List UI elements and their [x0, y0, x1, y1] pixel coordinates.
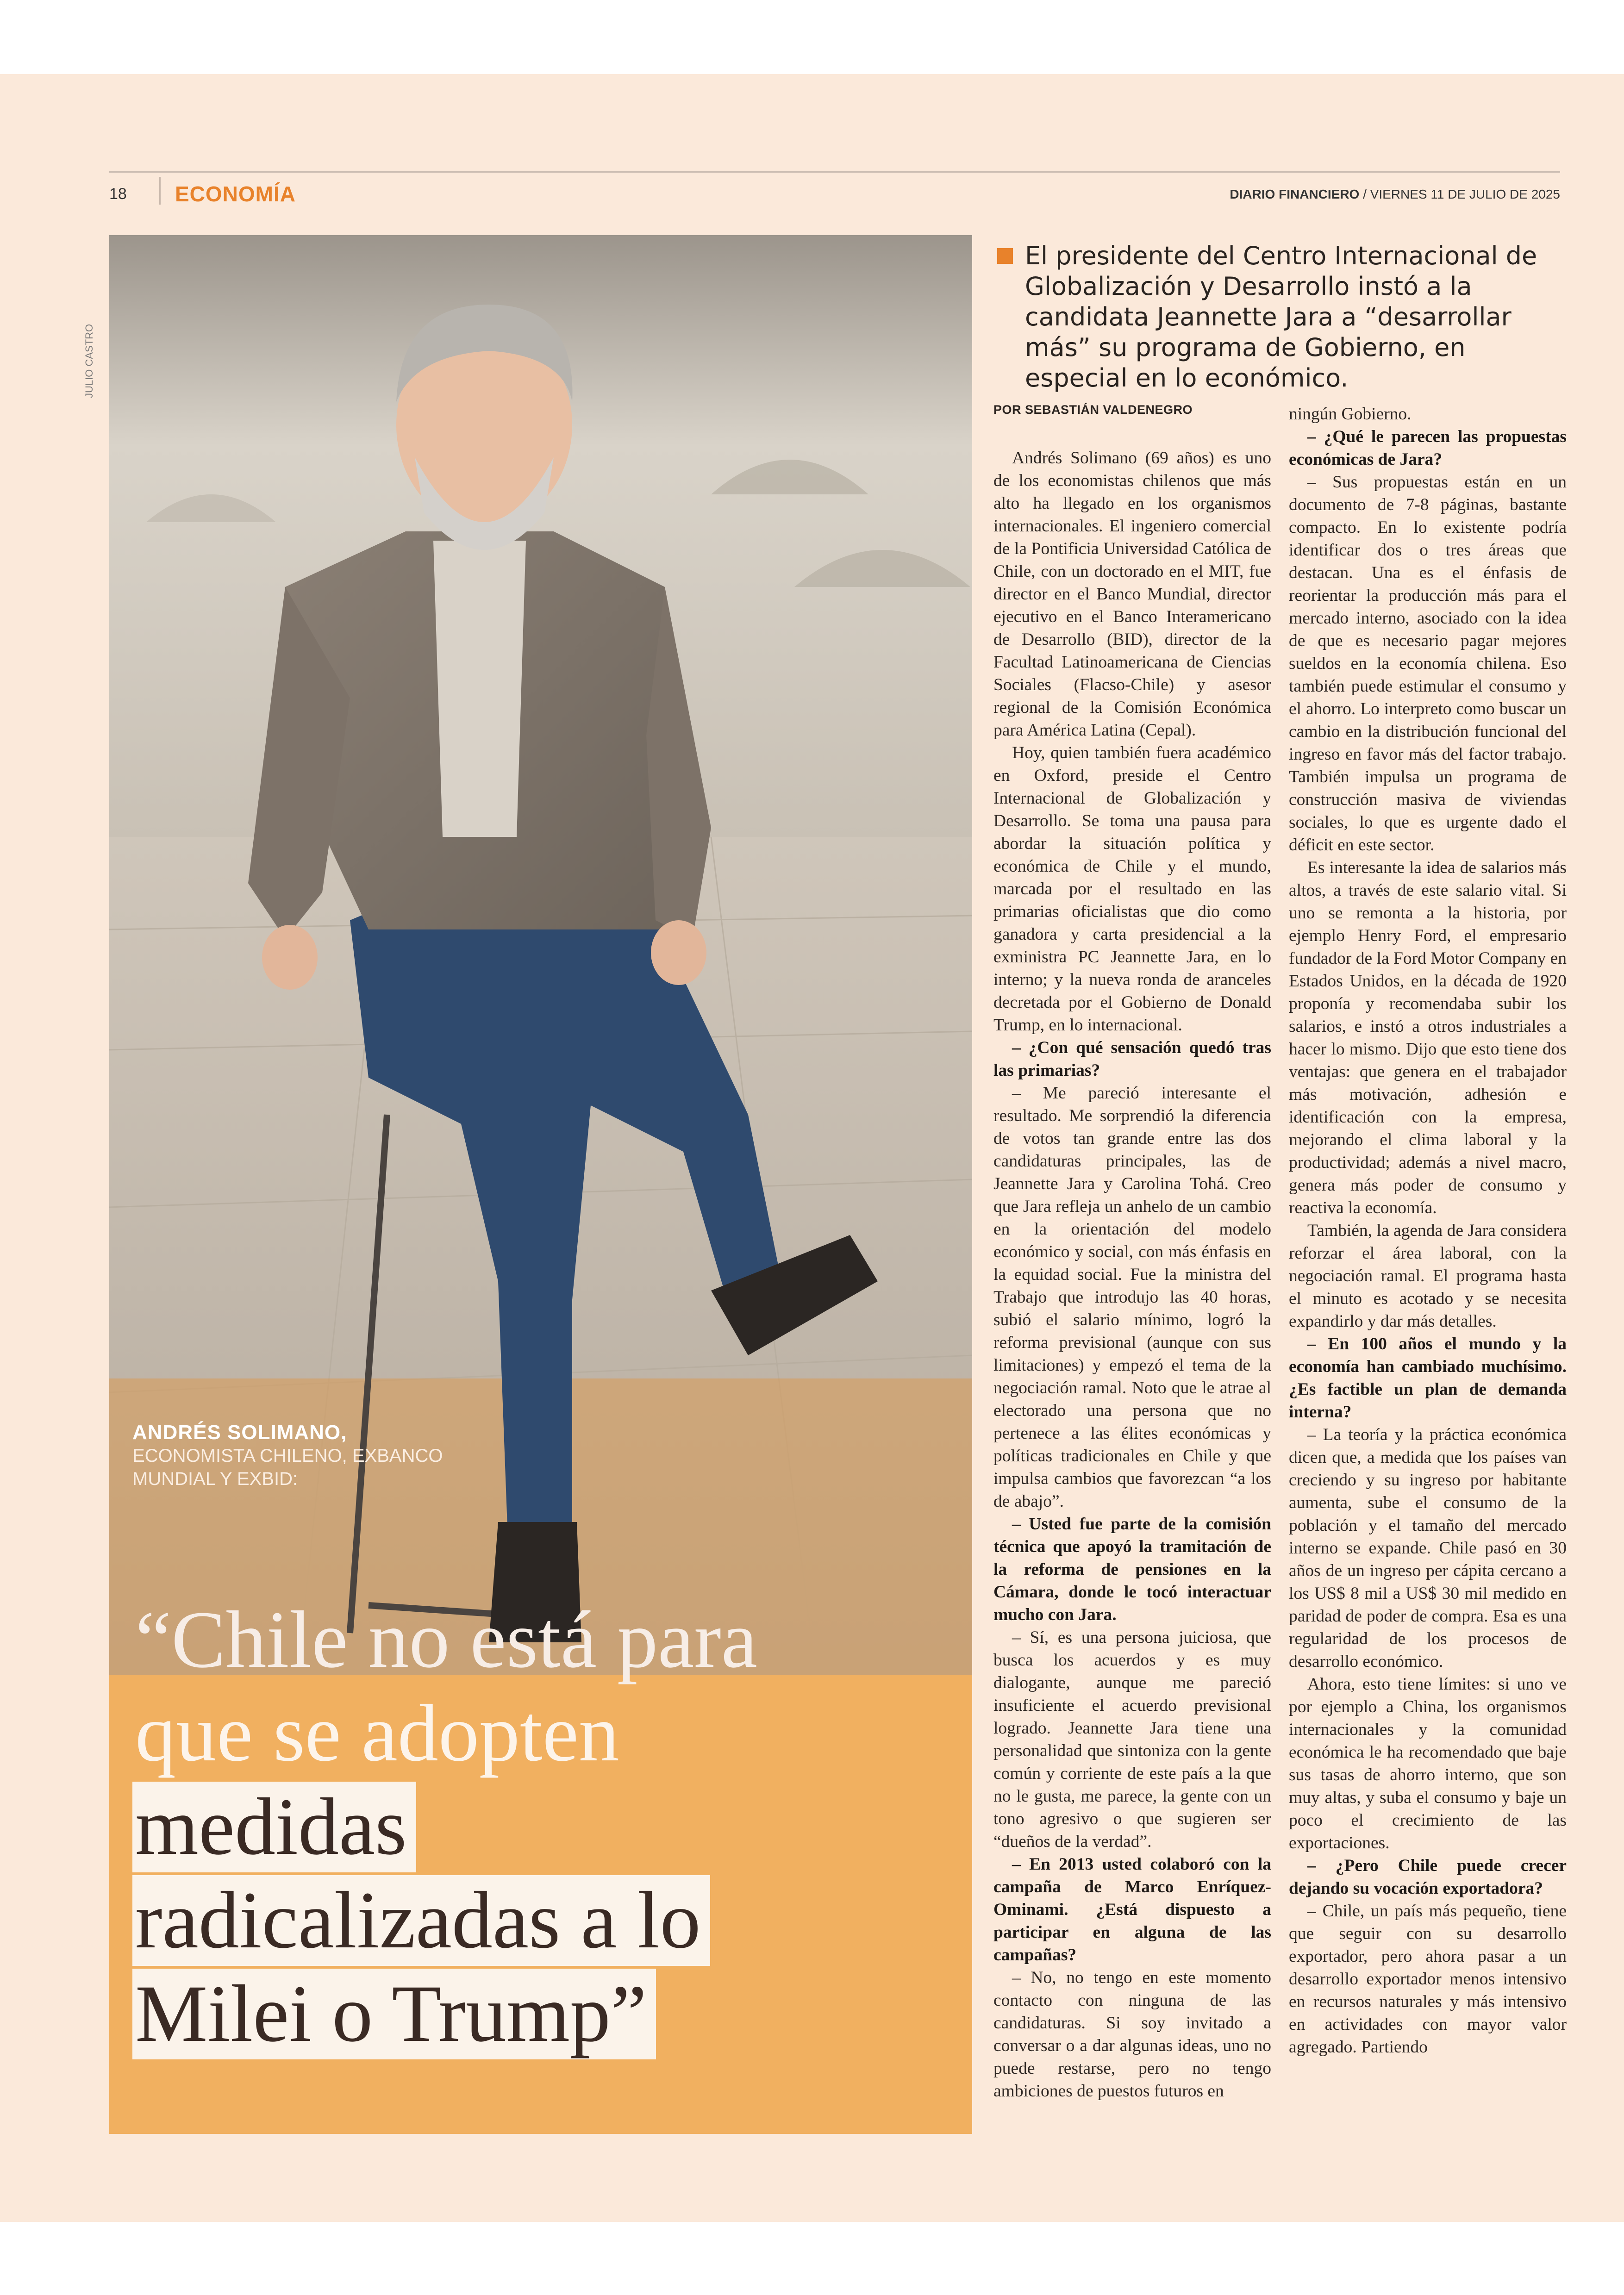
paragraph: – La teoría y la práctica económica dicen que, a medida que los países van creciendo y su ingreso por habitante aumenta, sube el consumo de la población y el tamaño del mercado interno se expande. Chile pasó en 30 años de un ingreso per cápita cercano a los US$ 8 mil a US$ 30 mil medido en paridad de poder de compra. Esa es una regularidad de los procesos de desarrollo económico. [1289, 1425, 1567, 1671]
paragraph: – Me pareció interesante el resultado. Me sorprendió la diferencia de votos tan grande entre las dos candidaturas principales, las de Jeannette Jara y Carolina Tohá. Creo que Jara refleja un anhelo de un cambio en la orientación del modelo económico y social, con más énfasis en la equidad social. Fue la ministra del Trabajo que introdujo las 40 horas, subió el salario mínimo, logró la reforma previsional (aunque con sus limitaciones) y empezó el tema de la negociación ramal. Noto que le atrae al electorado una persona que no pertenece a las élites económicas y políticas tradicionales en Chile y que impulsa cambios que favorezcan “a los de abajo”. [993, 1084, 1271, 1511]
headline-line2: que se adopten [135, 1688, 619, 1778]
headline-quote [132, 1595, 966, 2062]
newspaper-page [0, 74, 1624, 2222]
paragraph: Andrés Solimano (69 años) es uno de los economistas chilenos que más alto ha llegado en los organismos internacionales. El ingeniero comercial de la Pontificia Universidad Católica de Chile, con un doctorado en el MIT, fue director en el Banco Mundial, director ejecutivo en el Banco Interamericano de Desarrollo (BID), director de la Facultad Latinoamericana de Ciencias Sociales (Flacso-Chile) y asesor regional de la Comisión Económica para América Latina (Cepal). [993, 449, 1271, 740]
paragraph: También, la agenda de Jara considera reforzar el área laboral, con la negociación ramal. El programa hasta el minuto es acotado y se necesita expandirlo y dar más detalles. [1289, 1221, 1567, 1331]
interview-question: – En 2013 usted colaboró con la campaña de Marco Enríquez-Ominami. ¿Está dispuesto a participar en alguna de las campañas? [993, 1855, 1271, 1964]
masthead [1230, 187, 1560, 202]
interview-question: – Usted fue parte de la comisión técnica que apoyó la tramitación de la reforma de pensiones en la Cámara, donde le tocó interactuar mucho con Jara. [993, 1515, 1271, 1624]
paragraph: – Sus propuestas están en un documento de 7-8 páginas, bastante compacto. En lo existente podría identificar dos o tres áreas que destacan. Una es el énfasis de reorientar la producción más para el mercado interno, asociado con la idea de que es necesario pagar mejores sueldos en la economía chilena. Eso también puede estimular el consumo y el ahorro. Lo interpreto como buscar un cambio en la distribución funcional del ingreso en favor más del factor trabajo. También impulsa un programa de construcción masiva de viviendas sociales, lo que es urgente dado el déficit en este sector. [1289, 473, 1567, 854]
header-rule [109, 171, 1560, 173]
caption-role-line2: MUNDIAL Y EXBID: [132, 1469, 298, 1489]
paragraph: – Chile, un país más pequeño, tiene que seguir con su desarrollo exportador, pero ahora pasar a un desarrollo exportador menos intensivo en recursos naturales y más intensivo en actividades con mayor valor agregado. Partiendo [1289, 1902, 1567, 2057]
interview-question: – ¿Pero Chile puede crecer dejando su vocación exportadora? [1289, 1856, 1567, 1898]
article-column-1 [993, 447, 1271, 2102]
paragraph: Hoy, quien también fuera académico en Oxford, preside el Centro Internacional de Globalización y Desarrollo. Se toma una pausa para abordar la situación política y económica de Chile y el mundo, marcada por el resultado en las primarias oficialistas que dio como ganadora y carta presidencial a la exministra PC Jeannette Jara, en lo interno; y la nueva ronda de aranceles decretada por el Gobierno de Donald Trump, en lo internacional. [993, 743, 1271, 1035]
section-label: ECONOMÍA [175, 182, 296, 206]
page-number: 18 [109, 185, 127, 203]
interview-question: – ¿Con qué sensación quedó tras las primarias? [993, 1038, 1271, 1080]
photo-credit: JULIO CASTRO [83, 324, 95, 398]
paragraph: ningún Gobierno. [1289, 405, 1412, 424]
interview-question: – En 100 años el mundo y la economía han cambiado muchísimo. ¿Es factible un plan de demanda interna? [1289, 1335, 1567, 1422]
paragraph: Es interesante la idea de salarios más altos, a través de este salario vital. Si uno se remonta a la historia, por ejemplo Henry Ford, el empresario fundador de la Ford Motor Company en Estados Unidos, en la década de 1920 proponía y recomendaba subir los salarios, e instó a otros industriales a hacer lo mismo. Dijo que esto tiene dos ventajas: que genera en el trabajador más motivación, adhesión e identificación con la empresa, mejorando el clima laboral y la productividad; además a nivel macro, genera más poder de consumo y reactiva la economía. [1289, 858, 1567, 1217]
masthead-name: DIARIO FINANCIERO [1230, 187, 1360, 201]
deck-bullet [997, 248, 1013, 264]
interview-question: – ¿Qué le parecen las propuestas económicas de Jara? [1289, 427, 1567, 469]
masthead-date: / VIERNES 11 DE JULIO DE 2025 [1359, 187, 1560, 201]
paragraph: – Sí, es una persona juiciosa, que busca los acuerdos y es muy dialogante, aunque me pareció insuficiente el acuerdo previsional logrado. Jeannette Jara tiene una personalidad que sintoniza con la gente común y corriente de este país a la que no le gusta, me parece, la gente con un tono agresivo o que sugieren ser “dueños de la verdad”. [993, 1628, 1271, 1851]
deck-summary: El presidente del Centro Internacional de Globalización y Desarrollo instó a la candidata Jeannette Jara a “desarrollar más” su programa de Gobierno, en especial en lo económico. [1025, 241, 1537, 393]
article-column-2 [1289, 403, 1567, 2058]
header-separator [159, 177, 161, 205]
paragraph: – No, no tengo en este momento contacto con ninguna de las candidaturas. Si soy invitado a conversar o a dar algunas ideas, uno no puede restarse, pero no tengo ambiciones de puestos futuros en [993, 1968, 1271, 2101]
byline: POR SEBASTIÁN VALDENEGRO [993, 403, 1193, 417]
headline-line1: “Chile no está para [135, 1595, 757, 1685]
caption-name: ANDRÉS SOLIMANO, [132, 1421, 347, 1444]
headline-line3: medidas [132, 1782, 416, 1872]
headline-line4: radicalizadas a lo [132, 1875, 710, 1966]
headline-line5: Milei o Trump” [132, 1969, 656, 2059]
photo-caption [132, 1421, 827, 1491]
paragraph: Ahora, esto tiene límites: si uno ve por ejemplo a China, los organismos internacionales y la comunidad económica le ha recomendado que baje sus tasas de ahorro interno, que son muy altas, y suba el consumo y baje un poco el crecimiento de las exportaciones. [1289, 1675, 1567, 1852]
caption-role-line1: ECONOMISTA CHILENO, EXBANCO [132, 1446, 443, 1466]
